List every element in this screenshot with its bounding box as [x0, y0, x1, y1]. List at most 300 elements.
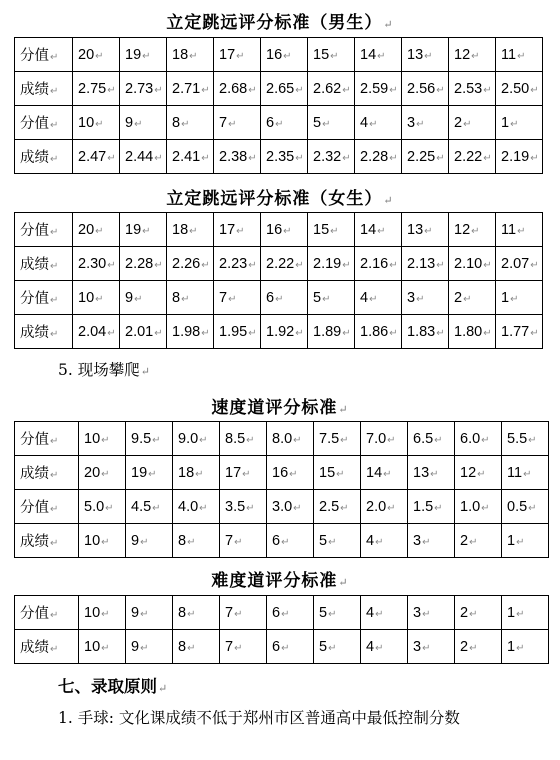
cell-end-mark: ↵ — [434, 434, 443, 446]
cell-end-mark: ↵ — [246, 502, 255, 514]
table-row — [15, 630, 549, 664]
cell-end-mark: ↵ — [95, 118, 104, 130]
cell-end-mark: ↵ — [422, 642, 431, 654]
value-cell: 10↵ — [73, 281, 120, 315]
value-cell: 1↵ — [496, 281, 543, 315]
table-row — [15, 247, 543, 281]
cell-end-mark: ↵ — [436, 84, 445, 96]
value-cell: 1.92↵ — [261, 315, 308, 349]
value-cell: 2.62↵ — [308, 72, 355, 106]
cell-end-mark: ↵ — [101, 608, 110, 620]
cell-end-mark: ↵ — [342, 259, 351, 271]
value-cell: 5↵ — [308, 106, 355, 140]
cell-end-mark: ↵ — [517, 50, 526, 62]
value-cell: 10↵ — [73, 106, 120, 140]
cell-end-mark: ↵ — [481, 434, 490, 446]
cell-end-mark: ↵ — [516, 642, 525, 654]
value-cell: 2.19↵ — [308, 247, 355, 281]
value-cell: 1.95↵ — [214, 315, 261, 349]
value-cell: 8↵ — [173, 596, 220, 630]
value-cell: 2.16↵ — [355, 247, 402, 281]
value-cell: 2.44↵ — [120, 140, 167, 174]
cell-end-mark: ↵ — [336, 468, 345, 480]
row-label-cell: 分值↵ — [15, 490, 79, 524]
value-cell: 7.5↵ — [314, 422, 361, 456]
cell-end-mark: ↵ — [342, 327, 351, 339]
row-label-cell: 成绩↵ — [15, 247, 73, 281]
value-cell: 9↵ — [126, 596, 173, 630]
value-cell: 7.0↵ — [361, 422, 408, 456]
value-cell: 2.65↵ — [261, 72, 308, 106]
cell-end-mark: ↵ — [416, 293, 425, 305]
value-cell: 2.53↵ — [449, 72, 496, 106]
cell-end-mark: ↵ — [181, 118, 190, 130]
row-label-cell: 分值↵ — [15, 596, 79, 630]
row-label-cell: 分值↵ — [15, 38, 73, 72]
boys-long-jump-title: 立定跳远评分标准（男生）↵ — [166, 13, 394, 33]
cell-end-mark: ↵ — [389, 152, 398, 164]
cell-end-mark: ↵ — [187, 536, 196, 548]
cell-end-mark: ↵ — [293, 434, 302, 446]
value-cell: 14↵ — [361, 456, 408, 490]
cell-end-mark: ↵ — [50, 154, 59, 165]
cell-end-mark: ↵ — [154, 327, 163, 339]
cell-end-mark: ↵ — [142, 50, 151, 62]
cell-end-mark: ↵ — [148, 468, 157, 480]
value-cell: 2.25↵ — [402, 140, 449, 174]
row-label-cell: 成绩↵ — [15, 630, 79, 664]
value-cell: 2↵ — [455, 630, 502, 664]
cell-end-mark: ↵ — [328, 536, 337, 548]
value-cell: 4↵ — [355, 281, 402, 315]
value-cell: 2.10↵ — [449, 247, 496, 281]
cell-end-mark: ↵ — [201, 84, 210, 96]
cell-end-mark: ↵ — [195, 468, 204, 480]
value-cell: 10↵ — [79, 422, 126, 456]
value-cell: 2↵ — [449, 106, 496, 140]
cell-end-mark: ↵ — [50, 329, 59, 340]
value-cell: 2.30↵ — [73, 247, 120, 281]
cell-end-mark: ↵ — [134, 293, 143, 305]
cell-end-mark: ↵ — [295, 327, 304, 339]
cell-end-mark: ↵ — [107, 327, 116, 339]
cell-end-mark: ↵ — [187, 642, 196, 654]
value-cell: 5↵ — [308, 281, 355, 315]
cell-end-mark: ↵ — [201, 259, 210, 271]
table-row — [15, 106, 543, 140]
cell-end-mark: ↵ — [234, 608, 243, 620]
value-cell: 16↵ — [261, 213, 308, 247]
value-cell: 19↵ — [126, 456, 173, 490]
table-row — [15, 315, 543, 349]
value-cell: 3↵ — [402, 106, 449, 140]
cell-end-mark: ↵ — [152, 434, 161, 446]
cell-end-mark: ↵ — [422, 608, 431, 620]
cell-end-mark: ↵ — [154, 259, 163, 271]
row-label-cell: 分值↵ — [15, 213, 73, 247]
value-cell: 10↵ — [79, 524, 126, 558]
cell-end-mark: ↵ — [469, 608, 478, 620]
value-cell: 2.68↵ — [214, 72, 261, 106]
cell-end-mark: ↵ — [50, 470, 59, 481]
value-cell: 2.28↵ — [355, 140, 402, 174]
value-cell: 1.5↵ — [408, 490, 455, 524]
value-cell: 6↵ — [267, 596, 314, 630]
cell-end-mark: ↵ — [107, 152, 116, 164]
cell-end-mark: ↵ — [342, 152, 351, 164]
girls-long-jump-title: 立定跳远评分标准（女生）↵ — [166, 189, 394, 209]
value-cell: 2.50↵ — [496, 72, 543, 106]
value-cell: 2.32↵ — [308, 140, 355, 174]
value-cell: 13↵ — [402, 38, 449, 72]
cell-end-mark: ↵ — [283, 225, 292, 237]
cell-end-mark: ↵ — [340, 502, 349, 514]
value-cell: 6.5↵ — [408, 422, 455, 456]
value-cell: 1↵ — [502, 630, 549, 664]
cell-end-mark: ↵ — [201, 327, 210, 339]
cell-end-mark: ↵ — [234, 536, 243, 548]
value-cell: 9↵ — [120, 106, 167, 140]
cell-end-mark: ↵ — [187, 608, 196, 620]
value-cell: 7↵ — [214, 106, 261, 140]
cell-end-mark: ↵ — [469, 536, 478, 548]
value-cell: 1.83↵ — [402, 315, 449, 349]
value-cell: 18↵ — [167, 38, 214, 72]
value-cell: 9.5↵ — [126, 422, 173, 456]
cell-end-mark: ↵ — [481, 502, 490, 514]
value-cell: 6↵ — [261, 106, 308, 140]
value-cell: 16↵ — [261, 38, 308, 72]
cell-end-mark: ↵ — [389, 84, 398, 96]
table-row — [15, 596, 549, 630]
table-row — [15, 490, 549, 524]
value-cell: 2↵ — [455, 596, 502, 630]
cell-end-mark: ↵ — [228, 118, 237, 130]
cell-end-mark: ↵ — [199, 434, 208, 446]
cell-end-mark: ↵ — [101, 642, 110, 654]
value-cell: 8↵ — [173, 630, 220, 664]
cell-end-mark: ↵ — [463, 293, 472, 305]
row-label-cell: 分值↵ — [15, 422, 79, 456]
cell-end-mark: ↵ — [477, 468, 486, 480]
cell-end-mark: ↵ — [154, 152, 163, 164]
value-cell: 11↵ — [502, 456, 549, 490]
cell-end-mark: ↵ — [246, 434, 255, 446]
value-cell: 19↵ — [120, 213, 167, 247]
cell-end-mark: ↵ — [389, 327, 398, 339]
cell-end-mark: ↵ — [236, 225, 245, 237]
cell-end-mark: ↵ — [342, 84, 351, 96]
cell-end-mark: ↵ — [228, 293, 237, 305]
value-cell: 8↵ — [167, 106, 214, 140]
cell-end-mark: ↵ — [389, 259, 398, 271]
value-cell: 8↵ — [173, 524, 220, 558]
cell-end-mark: ↵ — [140, 536, 149, 548]
value-cell: 14↵ — [355, 38, 402, 72]
cell-end-mark: ↵ — [530, 84, 539, 96]
value-cell: 8.0↵ — [267, 422, 314, 456]
row-label-cell: 成绩↵ — [15, 456, 79, 490]
value-cell: 5↵ — [314, 524, 361, 558]
cell-end-mark: ↵ — [95, 293, 104, 305]
cell-end-mark: ↵ — [281, 642, 290, 654]
girls-long-jump-table — [14, 212, 543, 349]
cell-end-mark: ↵ — [483, 84, 492, 96]
value-cell: 3↵ — [408, 596, 455, 630]
cell-end-mark: ↵ — [523, 468, 532, 480]
cell-end-mark: ↵ — [199, 502, 208, 514]
cell-end-mark: ↵ — [236, 50, 245, 62]
value-cell: 3.0↵ — [267, 490, 314, 524]
value-cell: 12↵ — [449, 38, 496, 72]
cell-end-mark: ↵ — [330, 225, 339, 237]
cell-end-mark: ↵ — [107, 84, 116, 96]
cell-end-mark: ↵ — [387, 434, 396, 446]
value-cell: 1.86↵ — [355, 315, 402, 349]
cell-end-mark: ↵ — [142, 225, 151, 237]
value-cell: 19↵ — [120, 38, 167, 72]
value-cell: 15↵ — [314, 456, 361, 490]
value-cell: 4.0↵ — [173, 490, 220, 524]
value-cell: 10↵ — [79, 596, 126, 630]
value-cell: 5↵ — [314, 596, 361, 630]
value-cell: 1.80↵ — [449, 315, 496, 349]
cell-end-mark: ↵ — [189, 225, 198, 237]
cell-end-mark: ↵ — [101, 468, 110, 480]
cell-end-mark: ↵ — [50, 610, 59, 621]
value-cell: 2.75↵ — [73, 72, 120, 106]
cell-end-mark: ↵ — [242, 468, 251, 480]
value-cell: 2↵ — [449, 281, 496, 315]
cell-end-mark: ↵ — [275, 293, 284, 305]
value-cell: 1.77↵ — [496, 315, 543, 349]
value-cell: 6↵ — [261, 281, 308, 315]
cell-end-mark: ↵ — [50, 227, 59, 238]
value-cell: 2.71↵ — [167, 72, 214, 106]
value-cell: 20↵ — [73, 38, 120, 72]
table-row — [15, 140, 543, 174]
value-cell: 0.5↵ — [502, 490, 549, 524]
value-cell: 14↵ — [355, 213, 402, 247]
value-cell: 2.38↵ — [214, 140, 261, 174]
value-cell: 9↵ — [120, 281, 167, 315]
value-cell: 18↵ — [167, 213, 214, 247]
value-cell: 12↵ — [449, 213, 496, 247]
cell-end-mark: ↵ — [516, 608, 525, 620]
value-cell: 1↵ — [496, 106, 543, 140]
value-cell: 2.28↵ — [120, 247, 167, 281]
cell-end-mark: ↵ — [50, 436, 59, 447]
speed-standard-title: 速度道评分标准↵ — [211, 398, 349, 418]
handball-admission-rule: 1. 手球: 文化课成绩不低于郑州市区普通高中最低控制分数 — [58, 709, 460, 727]
table-row — [15, 281, 543, 315]
cell-end-mark: ↵ — [248, 327, 257, 339]
value-cell: 5.5↵ — [502, 422, 549, 456]
cell-end-mark: ↵ — [50, 504, 59, 515]
value-cell: 6↵ — [267, 524, 314, 558]
cell-end-mark: ↵ — [50, 261, 59, 272]
value-cell: 2.41↵ — [167, 140, 214, 174]
value-cell: 1↵ — [502, 596, 549, 630]
cell-end-mark: ↵ — [322, 118, 331, 130]
value-cell: 2.01↵ — [120, 315, 167, 349]
row-label-cell: 分值↵ — [15, 281, 73, 315]
cell-end-mark: ↵ — [281, 608, 290, 620]
value-cell: 13↵ — [402, 213, 449, 247]
value-cell: 11↵ — [496, 38, 543, 72]
cell-end-mark: ↵ — [530, 327, 539, 339]
value-cell: 16↵ — [267, 456, 314, 490]
cell-end-mark: ↵ — [140, 642, 149, 654]
value-cell: 15↵ — [308, 38, 355, 72]
boys-long-jump-table — [14, 37, 543, 174]
cell-end-mark: ↵ — [375, 536, 384, 548]
cell-end-mark: ↵ — [436, 259, 445, 271]
value-cell: 9↵ — [126, 524, 173, 558]
cell-end-mark: ↵ — [134, 118, 143, 130]
value-cell: 18↵ — [173, 456, 220, 490]
cell-end-mark: ↵ — [530, 152, 539, 164]
cell-end-mark: ↵ — [483, 259, 492, 271]
value-cell: 2.13↵ — [402, 247, 449, 281]
cell-end-mark: ↵ — [424, 225, 433, 237]
cell-end-mark: ↵ — [50, 86, 59, 97]
value-cell: 7↵ — [220, 596, 267, 630]
table-row — [15, 213, 543, 247]
value-cell: 8.5↵ — [220, 422, 267, 456]
cell-end-mark: ↵ — [154, 84, 163, 96]
cell-end-mark: ↵ — [375, 642, 384, 654]
cell-end-mark: ↵ — [295, 259, 304, 271]
cell-end-mark: ↵ — [50, 120, 59, 131]
cell-end-mark: ↵ — [416, 118, 425, 130]
value-cell: 2.47↵ — [73, 140, 120, 174]
value-cell: 7↵ — [220, 524, 267, 558]
cell-end-mark: ↵ — [369, 293, 378, 305]
value-cell: 2.23↵ — [214, 247, 261, 281]
section-7-heading: 七、录取原则↵ — [58, 677, 168, 696]
value-cell: 7↵ — [214, 281, 261, 315]
cell-end-mark: ↵ — [105, 502, 114, 514]
value-cell: 2.07↵ — [496, 247, 543, 281]
value-cell: 4↵ — [361, 596, 408, 630]
cell-end-mark: ↵ — [189, 50, 198, 62]
difficulty-standard-title: 难度道评分标准↵ — [211, 571, 349, 591]
row-label-cell: 成绩↵ — [15, 315, 73, 349]
value-cell: 5↵ — [314, 630, 361, 664]
cell-end-mark: ↵ — [510, 293, 519, 305]
cell-end-mark: ↵ — [377, 50, 386, 62]
cell-end-mark: ↵ — [295, 152, 304, 164]
cell-end-mark: ↵ — [50, 644, 59, 655]
cell-end-mark: ↵ — [471, 225, 480, 237]
value-cell: 13↵ — [408, 456, 455, 490]
value-cell: 9↵ — [126, 630, 173, 664]
cell-end-mark: ↵ — [328, 608, 337, 620]
difficulty-standard-table — [14, 595, 549, 664]
cell-end-mark: ↵ — [101, 434, 110, 446]
value-cell: 2.26↵ — [167, 247, 214, 281]
row-label-cell: 成绩↵ — [15, 72, 73, 106]
cell-end-mark: ↵ — [248, 84, 257, 96]
cell-end-mark: ↵ — [375, 608, 384, 620]
value-cell: 2.22↵ — [449, 140, 496, 174]
cell-end-mark: ↵ — [283, 50, 292, 62]
cell-end-mark: ↵ — [330, 50, 339, 62]
value-cell: 3↵ — [408, 524, 455, 558]
value-cell: 2.56↵ — [402, 72, 449, 106]
value-cell: 2↵ — [455, 524, 502, 558]
cell-end-mark: ↵ — [95, 50, 104, 62]
cell-end-mark: ↵ — [340, 434, 349, 446]
cell-end-mark: ↵ — [369, 118, 378, 130]
value-cell: 5.0↵ — [79, 490, 126, 524]
value-cell: 2.35↵ — [261, 140, 308, 174]
cell-end-mark: ↵ — [295, 84, 304, 96]
cell-end-mark: ↵ — [328, 642, 337, 654]
cell-end-mark: ↵ — [140, 608, 149, 620]
value-cell: 1↵ — [502, 524, 549, 558]
cell-end-mark: ↵ — [107, 259, 116, 271]
cell-end-mark: ↵ — [248, 259, 257, 271]
cell-end-mark: ↵ — [322, 293, 331, 305]
value-cell: 1.89↵ — [308, 315, 355, 349]
value-cell: 10↵ — [79, 630, 126, 664]
value-cell: 11↵ — [496, 213, 543, 247]
value-cell: 4↵ — [361, 630, 408, 664]
cell-end-mark: ↵ — [516, 536, 525, 548]
cell-end-mark: ↵ — [377, 225, 386, 237]
value-cell: 17↵ — [220, 456, 267, 490]
value-cell: 12↵ — [455, 456, 502, 490]
cell-end-mark: ↵ — [430, 468, 439, 480]
cell-end-mark: ↵ — [50, 538, 59, 549]
cell-end-mark: ↵ — [436, 327, 445, 339]
cell-end-mark: ↵ — [387, 502, 396, 514]
cell-end-mark: ↵ — [517, 225, 526, 237]
value-cell: 4↵ — [355, 106, 402, 140]
cell-end-mark: ↵ — [424, 50, 433, 62]
value-cell: 2.04↵ — [73, 315, 120, 349]
cell-end-mark: ↵ — [483, 152, 492, 164]
table-row — [15, 524, 549, 558]
value-cell: 6↵ — [267, 630, 314, 664]
cell-end-mark: ↵ — [528, 434, 537, 446]
table-row — [15, 72, 543, 106]
cell-end-mark: ↵ — [530, 259, 539, 271]
value-cell: 4.5↵ — [126, 490, 173, 524]
value-cell: 3↵ — [402, 281, 449, 315]
cell-end-mark: ↵ — [95, 225, 104, 237]
value-cell: 2.5↵ — [314, 490, 361, 524]
value-cell: 9.0↵ — [173, 422, 220, 456]
value-cell: 17↵ — [214, 38, 261, 72]
cell-end-mark: ↵ — [469, 642, 478, 654]
cell-end-mark: ↵ — [281, 536, 290, 548]
row-label-cell: 成绩↵ — [15, 524, 79, 558]
climb-heading: 5. 现场攀爬↵ — [58, 361, 150, 379]
cell-end-mark: ↵ — [293, 502, 302, 514]
cell-end-mark: ↵ — [383, 468, 392, 480]
value-cell: 2.73↵ — [120, 72, 167, 106]
row-label-cell: 成绩↵ — [15, 140, 73, 174]
cell-end-mark: ↵ — [434, 502, 443, 514]
cell-end-mark: ↵ — [289, 468, 298, 480]
cell-end-mark: ↵ — [275, 118, 284, 130]
cell-end-mark: ↵ — [463, 118, 472, 130]
cell-end-mark: ↵ — [234, 642, 243, 654]
cell-end-mark: ↵ — [422, 536, 431, 548]
